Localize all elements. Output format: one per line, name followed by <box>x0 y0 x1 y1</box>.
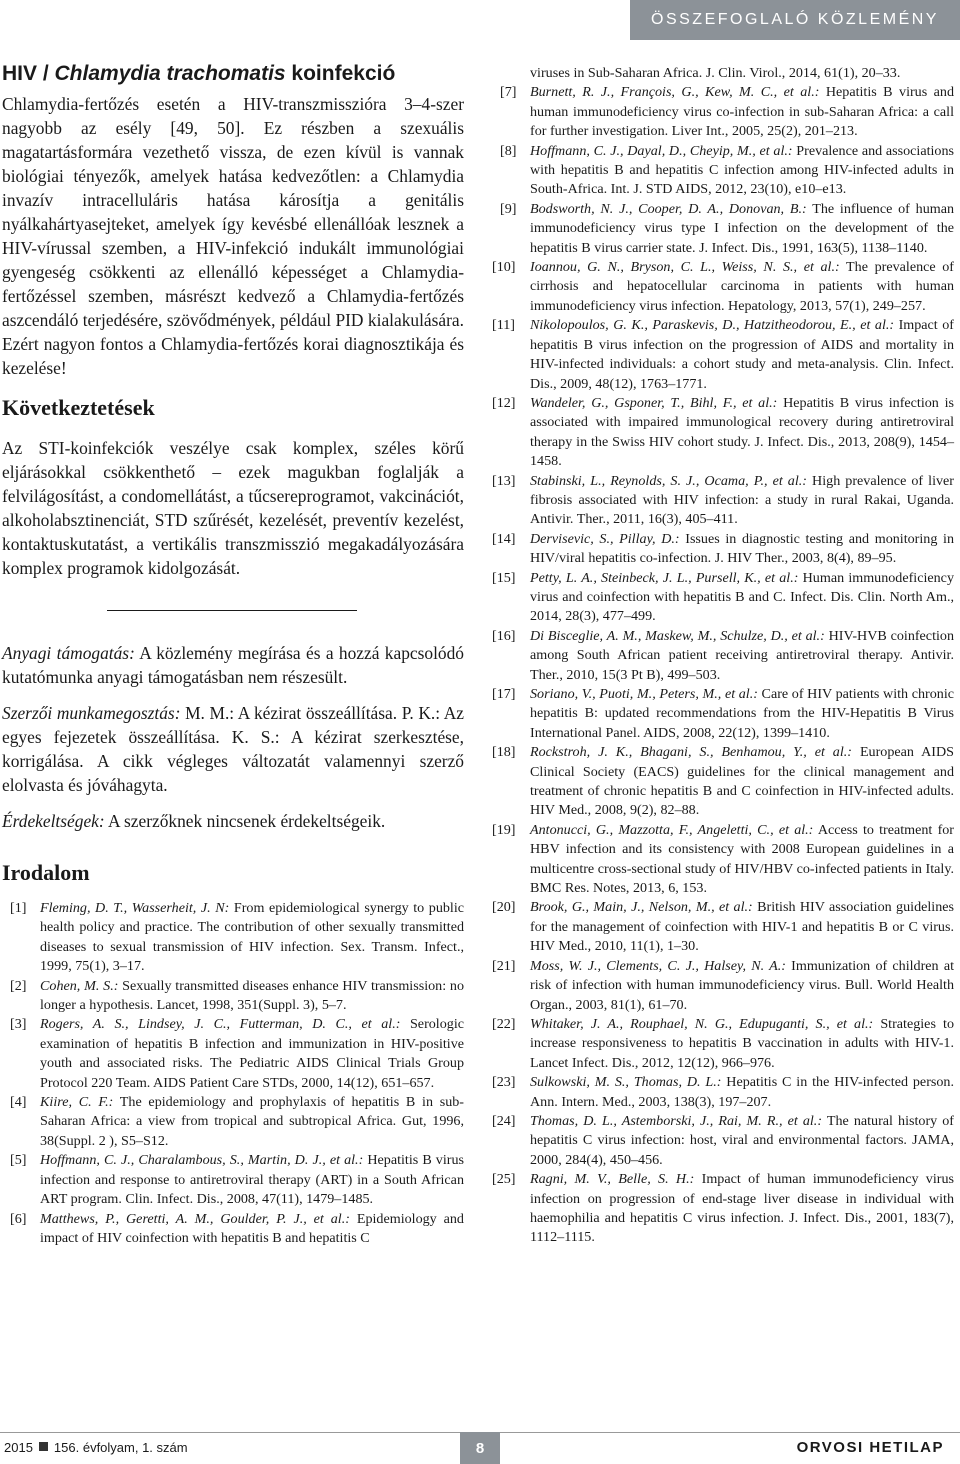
reference-authors: Moss, W. J., Clements, C. J., Halsey, N. A.: <box>530 957 786 974</box>
reference-authors: Wandeler, G., Gsponer, T., Bihl, F., et al.: <box>530 394 778 411</box>
reference-item <box>492 200 954 258</box>
reference-text: Prevalence and associations with hepatitis B and hepatitis C infection among HIV-infected adults in South-Africa. Int. J. STD AIDS, 2012, 23(10), e10–e13. <box>530 142 954 198</box>
reference-item <box>492 1073 954 1112</box>
reference-item <box>2 1151 464 1209</box>
reference-item <box>492 957 954 1015</box>
reference-item <box>492 743 954 821</box>
reference-authors: Rockstroh, J. K., Bhagani, S., Benhamou, Y., et al.: <box>530 744 852 761</box>
reference-number: [19] <box>492 821 516 838</box>
reference-number: [18] <box>492 744 516 761</box>
reference-text: Hepatitis B virus and human immunodeficiency virus co-infection in sub-Saharan Africa: a call for further investigation. Liver Int., 2005, 25(2), 201–213. <box>530 84 954 140</box>
reference-authors: Rogers, A. S., Lindsey, J. C., Futterman, D. C., et al.: <box>40 1016 401 1033</box>
reference-item <box>492 685 954 743</box>
reference-authors: Burnett, R. J., François, G., Kew, M. C., et al.: <box>530 84 820 101</box>
reference-text: Access to treatment for HBV infection and its consistency with 2008 European guidelines in a multicentre cross-sectional study of HIV/HBV co-infected patients in Italy. BMC Res. Notes, 2013, 6, 153. <box>530 821 954 897</box>
reference-text: Immunization of children at risk of infection with human immunodeficiency virus. Bull. World Health Organ., 2003, 81(1), 61–70. <box>530 957 954 1013</box>
reference-number: [22] <box>492 1015 516 1032</box>
reference-item <box>492 1170 954 1248</box>
reference-authors: Cohen, M. S.: <box>40 977 119 994</box>
reference-authors: Sulkowski, M. S., Thomas, D. L.: <box>530 1074 722 1091</box>
reference-list-right <box>492 83 954 1247</box>
reference-item <box>492 530 954 569</box>
page-number: 8 <box>460 1432 500 1464</box>
reference-number: [5] <box>10 1152 27 1169</box>
reference-authors: Thomas, D. L., Astemborski, J., Rai, M. R., et al.: <box>530 1112 823 1129</box>
journal-name: ORVOSI HETILAP <box>796 1439 944 1456</box>
page-footer <box>0 1432 960 1464</box>
reference-authors: Whitaker, J. A., Rouphael, N. G., Edupuganti, S., et al.: <box>530 1015 874 1032</box>
reference-text: HIV-HVB coinfection among South African patient receiving antiretroviral therapy. Antivir. Ther., 2010, 15(3 Pt B), 499–503. <box>530 627 954 683</box>
reference-text: High prevalence of liver fibrosis associated with HIV infection: a study in rural Rakai, Uganda. Antivir. Ther., 2011, 16(3), 405–411. <box>530 472 954 528</box>
reference-text: Serologic examination of hepatitis B infection and immunization in HIV-positive youth and associated risks. The Pediatric AIDS Clinical Trials Group Protocol 220 Team. AIDS Patient Care STDs, 2000, 14(12), 651–657. <box>40 1016 464 1091</box>
reference-item <box>492 627 954 685</box>
reference-item <box>2 1093 464 1151</box>
reference-number: [2] <box>10 977 27 994</box>
conflict-paragraph: Érdekeltségek: A szerzőknek nincsenek érdekeltségeik. <box>2 811 386 831</box>
reference-text: British HIV association guidelines for the management of coinfection with HIV-1 and hepatitis B or C virus. HIV Med., 2010, 11(1), 1–30. <box>530 899 954 955</box>
reference-item <box>492 472 954 530</box>
reference-number: [25] <box>492 1171 516 1188</box>
reference-number: [16] <box>492 627 516 644</box>
reference-authors: Stabinski, L., Reynolds, S. J., Ocama, P., et al.: <box>530 472 807 489</box>
reference-text: The natural history of hepatitis C virus infection: host, viral and environmental factors. JAMA, 2000, 284(4), 450–456. <box>530 1112 954 1168</box>
reference-item <box>492 83 954 141</box>
reference-text: Sexually transmitted diseases enhance HIV transmission: no longer a hypothesis. Lancet, 1998, 351(Suppl. 3), 5–7. <box>40 977 464 1014</box>
reference-number: [13] <box>492 472 516 489</box>
reference-number: [3] <box>10 1016 27 1033</box>
reference-item <box>492 1015 954 1073</box>
reference-text: European AIDS Clinical Society (EACS) guidelines for the clinical management and treatment of chronic hepatitis B and C coinfection in HIV-infected adults. HIV Med., 2008, 9(2), 82–88. <box>530 744 954 819</box>
reference-text: The epidemiology and prophylaxis of hepatitis B in sub-Saharan Africa: a view from tropical and subtropical Africa. Gut, 1996, 38(Suppl. 2 ), S5–S12. <box>40 1094 464 1149</box>
conclusions-heading: Következtetések <box>2 395 155 420</box>
reference-number: [21] <box>492 957 516 974</box>
reference-item <box>492 821 954 899</box>
reference-authors: Kiire, C. F.: <box>40 1094 114 1111</box>
reference-authors: Soriano, V., Puoti, M., Peters, M., et al.: <box>530 686 758 702</box>
reference-authors: Bodsworth, N. J., Cooper, D. A., Donovan, B.: <box>530 200 807 217</box>
reference-authors: Matthews, P., Geretti, A. M., Goulder, P. J., et al.: <box>40 1210 350 1227</box>
reference-item <box>2 1015 464 1093</box>
reference-number: [8] <box>500 142 517 159</box>
reference-item <box>492 316 954 394</box>
left-column <box>2 56 464 1248</box>
reference-number: [23] <box>492 1074 516 1091</box>
reference-text: Hepatitis B virus infection and response to antiretroviral therapy (ART) in a South African ART program. Clin. Infect. Dis., 2008, 47(11), 1479–1485. <box>40 1152 464 1208</box>
reference-number: [12] <box>492 394 516 411</box>
reference-authors: Nikolopoulos, G. K., Paraskevis, D., Hatzitheodorou, E., et al.: <box>530 317 895 334</box>
reference-number: [15] <box>492 569 516 586</box>
reference-text: Human immunodeficiency virus and coinfection with hepatitis B and C. Infect. Dis. Clin. North Am., 2014, 28(3), 477–499. <box>530 569 954 625</box>
reference-authors: Ragni, M. V., Belle, S. H.: <box>530 1171 695 1188</box>
reference-text: Impact of human immunodeficiency virus infection on progression of end-stage liver disease in individual with haemophilia and hepatitis C virus infection. J. Infect. Dis., 2001, 183(7), 1112–1115. <box>530 1171 954 1246</box>
reference-number: [10] <box>492 259 516 276</box>
reference-number: [7] <box>500 84 517 101</box>
right-column <box>492 64 954 1248</box>
reference-authors: Antonucci, G., Mazzotta, F., Angeletti, C., et al.: <box>530 821 814 838</box>
reference-number: [24] <box>492 1112 516 1129</box>
reference-text: Impact of hepatitis B virus infection on the progression of AIDS and mortality in HIV-infected individuals: a cohort study and meta-analysis. Clin. Infect. Dis., 2009, 48(12), 1763–1771. <box>530 317 954 392</box>
reference-item <box>492 142 954 200</box>
reference-text: Hepatitis B virus infection is associated with impaired immunological recovery during antiretroviral therapy in the Swiss HIV cohort study. J. Infect. Dis., 2013, 208(9), 1454–1458. <box>530 394 954 470</box>
reference-text: The influence of human immunodeficiency virus type I infection on the development of the hepatitis B virus carrier state. J. Infect. Dis., 1991, 163(5), 1138–1140. <box>530 200 955 256</box>
reference-number: [17] <box>492 686 516 702</box>
reference-authors: Fleming, D. T., Wasserheit, J. N: <box>40 900 230 916</box>
reference-continuation: viruses in Sub-Saharan Africa. J. Clin. Virol., 2014, 61(1), 20–33. <box>530 65 901 81</box>
reference-number: [11] <box>492 317 515 334</box>
reference-number: [1] <box>10 900 27 916</box>
issue-info: 2015 156. évfolyam, 1. szám <box>4 1440 188 1455</box>
contribution-paragraph: Szerzői munkamegosztás: M. M.: A kézirat összeállítása. P. K.: Az egyes fejezetek összeállítása. K. S.: A kézirat szerkesztése, korrigálása. A cikk végleges változatát valamennyi szerző elolvasta és jóváhagyta. <box>2 703 465 795</box>
reference-item <box>492 898 954 956</box>
section-header: ÖSSZEFOGLALÓ KÖZLEMÉNY <box>630 0 960 40</box>
intro-paragraph: Chlamydia-fertőzés esetén a HIV-transzmisszióra 3–4-szer nagyobb az esély [49, 50]. Ez részben a szexuális magatartásformára vezethető vissza, de ezen kívül is vannak biológiai tényezők, amelyek hatása kedvezőtlen: a Chlamydia invazív intracelluláris hatása károsítja a genitális nyálkahártyasejteket, amelyek így kevésbé ellenállóak lesznek a HIV-vírussal szemben, a HIV-infekció indukált immunológiai gyengeség csökkenti az ellenálló képességet a Chlamydia-fertőzéssel szemben, másrészt kedvező a Chlamydia-fertőzés aszcendáló terjedésére, szövődmények, például PID kialakulására. Ezért nagyon fontos a Chlamydia-fertőzés korai diagnosztikája és kezelése! <box>2 94 464 378</box>
reference-authors: Brook, G., Main, J., Nelson, M., et al.: <box>530 899 753 916</box>
reference-item <box>492 569 954 627</box>
reference-text: The prevalence of cirrhosis and hepatocellular carcinoma in patients with human immunodeficiency virus infection. Hepatology, 2013, 57(1), 249–257. <box>530 259 954 314</box>
reference-authors: Dervisevic, S., Pillay, D.: <box>530 530 680 547</box>
funding-paragraph: Anyagi támogatás: A közlemény megírása és a hozzá kapcsolódó kutatómunka anyagi támogatásban nem részesült. <box>2 643 464 687</box>
reference-number: [14] <box>492 530 516 547</box>
reference-authors: Ioannou, G. N., Bryson, C. L., Weiss, N. S., et al.: <box>530 259 840 276</box>
reference-authors: Hoffmann, C. J., Charalambous, S., Martin, D. J., et al.: <box>40 1152 364 1169</box>
reference-authors: Di Bisceglie, A. M., Maskew, M., Schulze, D., et al.: <box>530 627 825 644</box>
reference-text: Hepatitis C in the HIV-infected person. Ann. Intern. Med., 2003, 138(3), 197–207. <box>530 1074 954 1110</box>
reference-number: [6] <box>10 1210 27 1227</box>
section-title: HIV / Chlamydia trachomatis koinfekció <box>2 62 396 85</box>
reference-authors: Petty, L. A., Steinbeck, J. L., Pursell, K., et al.: <box>530 569 799 586</box>
reference-item <box>492 394 954 472</box>
reference-number: [20] <box>492 899 516 916</box>
conclusions-paragraph: Az STI-koinfekciók veszélye csak komplex, széles körű eljárásokkal csökkenthető – ezek magukban foglalják a felvilágosítást, a condomellátást, a tűcsereprogramot, vakcinációt, alkoholabsztinenciát, STD szűrését, kezelését, preventív kezelést, kontaktuskutatást, a vertikális transzmisszió megakadályozására komplex programok kidolgozását. <box>2 438 464 578</box>
reference-authors: Hoffmann, C. J., Dayal, D., Cheyip, M., et al.: <box>530 142 793 159</box>
references-heading: Irodalom <box>2 860 90 885</box>
reference-item <box>492 1112 954 1170</box>
reference-item <box>2 977 464 1016</box>
reference-text: Issues in diagnostic testing and monitoring in HIV/viral hepatitis co-infection. J. HIV Ther., 2003, 8(4), 89–95. <box>530 530 954 567</box>
reference-number: [9] <box>500 200 517 217</box>
divider <box>107 610 357 611</box>
reference-number: [4] <box>10 1094 27 1111</box>
reference-text: From epidemiological synergy to public health policy and practice. The contribution of other sexually transmitted diseases to sexual transmission of HIV infection. Sex. Transm. Infect., 1999, 75(1), 3–17. <box>40 900 464 975</box>
reference-text: Epidemiology and impact of HIV coinfection with hepatitis B and hepatitis C <box>40 1210 464 1246</box>
reference-list-left <box>2 899 464 1248</box>
reference-text: Care of HIV patients with chronic hepatitis B: updated recommendations from the HIV-Hepatitis B Virus International Panel. AIDS, 2008, 22(12), 1399–1410. <box>530 686 954 741</box>
reference-item <box>2 1210 464 1249</box>
reference-item <box>492 258 954 316</box>
reference-item <box>2 899 464 977</box>
reference-text: Strategies to increase responsiveness to hepatitis B vaccination in adults with HIV-1. Lancet Infect. Dis., 2012, 12(12), 966–976. <box>530 1015 954 1071</box>
square-icon <box>39 1442 48 1451</box>
